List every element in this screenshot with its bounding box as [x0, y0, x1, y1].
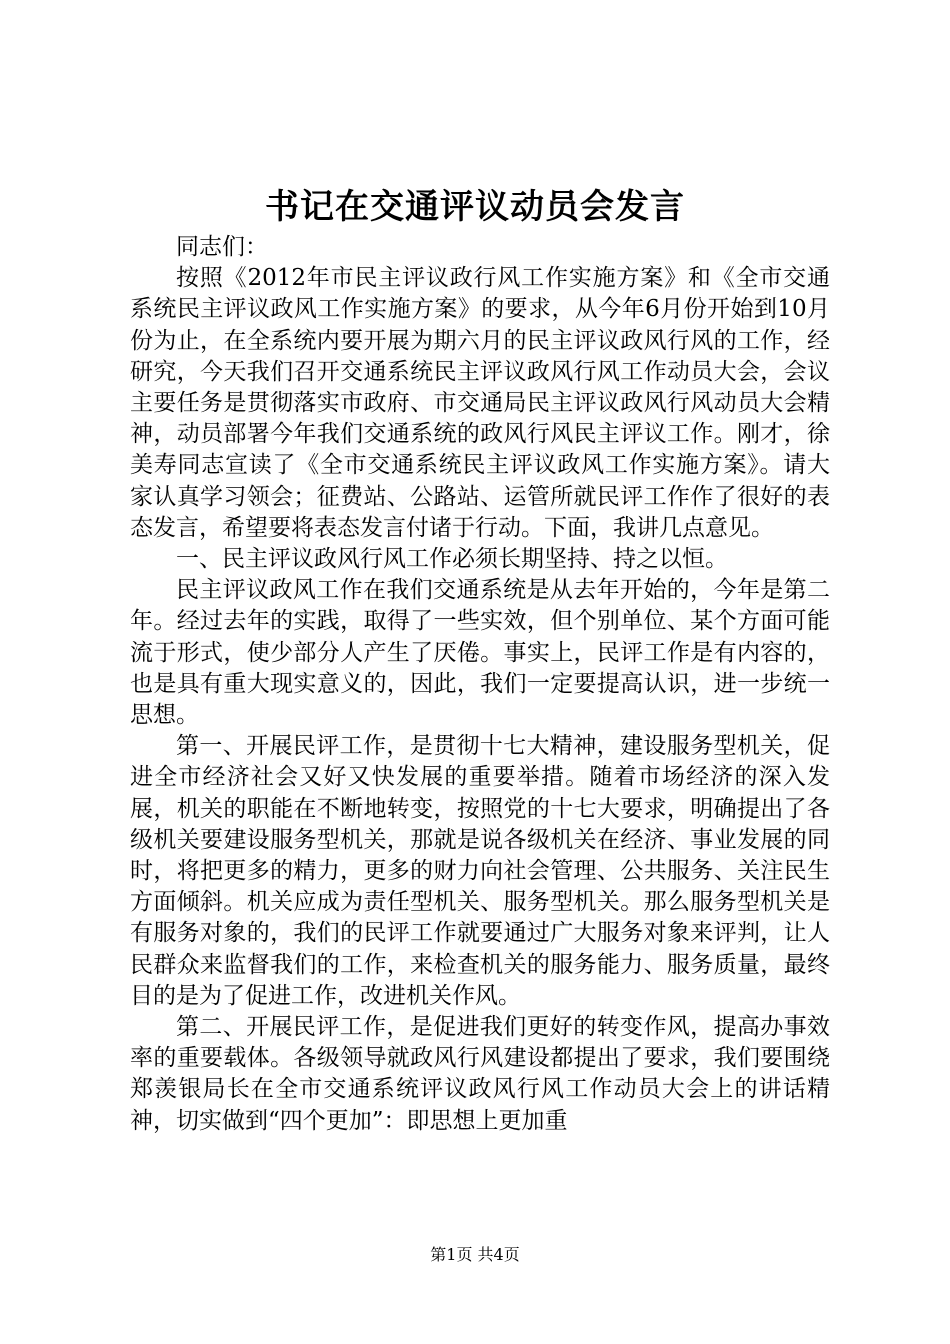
body-paragraph: 按照《2012年市民主评议政行风工作实施方案》和《全市交通系统民主评议政风工作实施方案》的要求，从今年6月份开始到10月份为止，在全系统内要开展为期六月的民主评议政风行风的工作，经研究，今天我们召开交通系统民主评议政风行风工作动员大会，会议主要任务是贯彻落实市政府、市交通局民主评议政风行风动员大会精神，动员部署今年我们交通系统的政风行风民主评议工作。刚才，徐美寿同志宣读了《全市交通系统民主评议政风工作实施方案》。请大家认真学习领会；征费站、公路站、运管所就民评工作作了很好的表态发言，希望要将表态发言付诸于行动。下面，我讲几点意见。: [130, 265, 830, 541]
salutation-paragraph: 同志们：: [176, 234, 268, 260]
body-paragraph: 第二、开展民评工作，是促进我们更好的转变作风，提高办事效率的重要载体。各级领导就政风行风建设都提出了要求，我们要围绕郑羡银局长在全市交通系统评议政风行风工作动员大会上的讲话精神，切实做到“四个更加”：即思想上更加重: [130, 1014, 830, 1134]
body-paragraph: 民主评议政风工作在我们交通系统是从去年开始的，今年是第二年。经过去年的实践，取得了一些实效，但个别单位、某个方面可能流于形式，使少部分人产生了厌倦。事实上，民评工作是有内容的，也是具有重大现实意义的，因此，我们一定要提高认识，进一步统一思想。: [130, 577, 830, 729]
body-paragraph: 第一、开展民评工作，是贯彻十七大精神，建设服务型机关，促进全市经济社会又好又快发展的重要举措。随着市场经济的深入发展，机关的职能在不断地转变，按照党的十七大要求，明确提出了各级机关要建设服务型机关，那就是说各级机关在经济、事业发展的同时，将把更多的精力，更多的财力向社会管理、公共服务、关注民生方面倾斜。机关应成为责任型机关、服务型机关。那么服务型机关是有服务对象的，我们的民评工作就要通过广大服务对象来评判，让人民群众来监督我们的工作，来检查机关的服务能力、服务质量，最终目的是为了促进工作，改进机关作风。: [130, 733, 830, 1009]
section-heading: 一、民主评议政风行风工作必须长期坚持、持之以恒。: [176, 546, 728, 573]
document-body: [130, 232, 830, 1137]
page-number-footer: 第1页 共4页: [430, 1245, 520, 1264]
document-title: 书记在交通评议动员会发言: [265, 187, 685, 227]
